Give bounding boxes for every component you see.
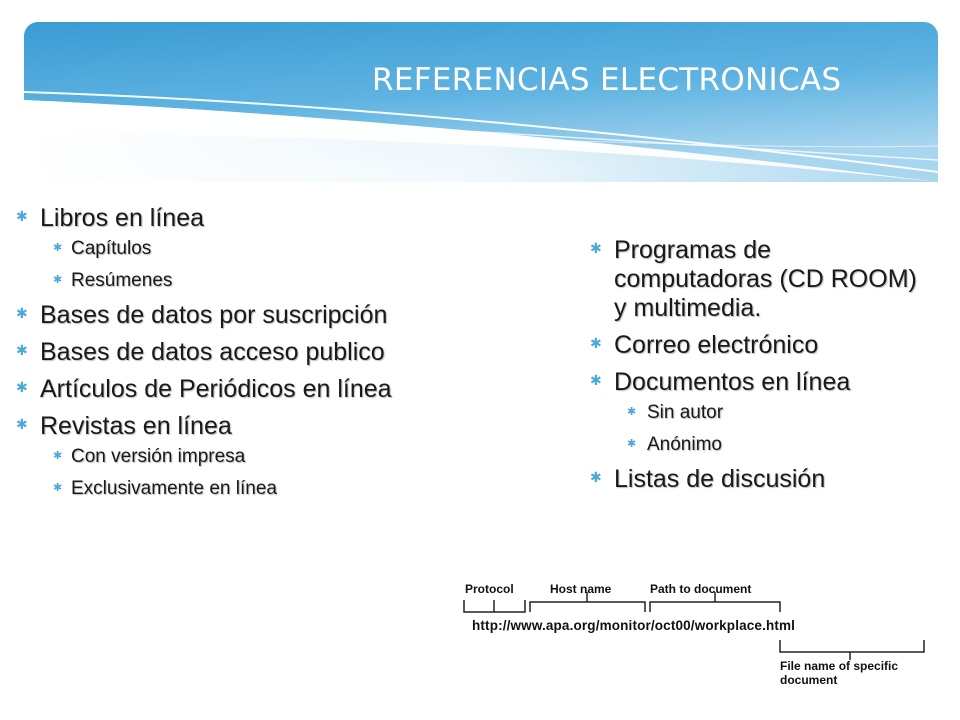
file-name-label-line2: document <box>780 673 838 687</box>
list-item: ✱ Documentos en línea <box>588 368 928 397</box>
sub-list-item: ✱ Capítulos <box>14 237 429 261</box>
sub-list-item: ✱ Exclusivamente en línea <box>14 477 429 501</box>
protocol-label: Protocol <box>465 582 514 596</box>
left-bullet-list <box>14 204 429 509</box>
list-item: ✱ Listas de discusión <box>588 465 928 494</box>
list-item: ✱ Libros en línea <box>14 204 429 233</box>
sub-list-item: ✱ Con versión impresa <box>14 445 429 469</box>
list-item: ✱ Correo electrónico <box>588 331 928 360</box>
list-item: ✱ Artículos de Periódicos en línea <box>14 375 429 404</box>
host-name-label: Host name <box>550 582 612 596</box>
list-item: ✱ Programas de computadoras (CD ROOM) y multimedia. <box>588 236 928 323</box>
example-url: http://www.apa.org/monitor/oct00/workplace.html <box>472 618 796 633</box>
list-item: ✱ Bases de datos por suscripción <box>14 301 429 330</box>
banner-graphic <box>24 22 938 182</box>
right-bullet-list <box>588 236 928 502</box>
sub-list-item: ✱ Resúmenes <box>14 269 429 293</box>
path-label: Path to document <box>650 582 752 596</box>
url-anatomy-diagram <box>450 568 940 720</box>
title-banner <box>24 22 938 182</box>
list-item: ✱ Bases de datos acceso publico <box>14 338 429 367</box>
sub-list-item: ✱ Anónimo <box>588 433 928 457</box>
list-item: ✱ Revistas en línea <box>14 412 429 441</box>
sub-list-item: ✱ Sin autor <box>588 401 928 425</box>
file-name-label: File name of specific <box>780 659 899 673</box>
slide-title: REFERENCIAS ELECTRONICAS <box>372 62 842 98</box>
